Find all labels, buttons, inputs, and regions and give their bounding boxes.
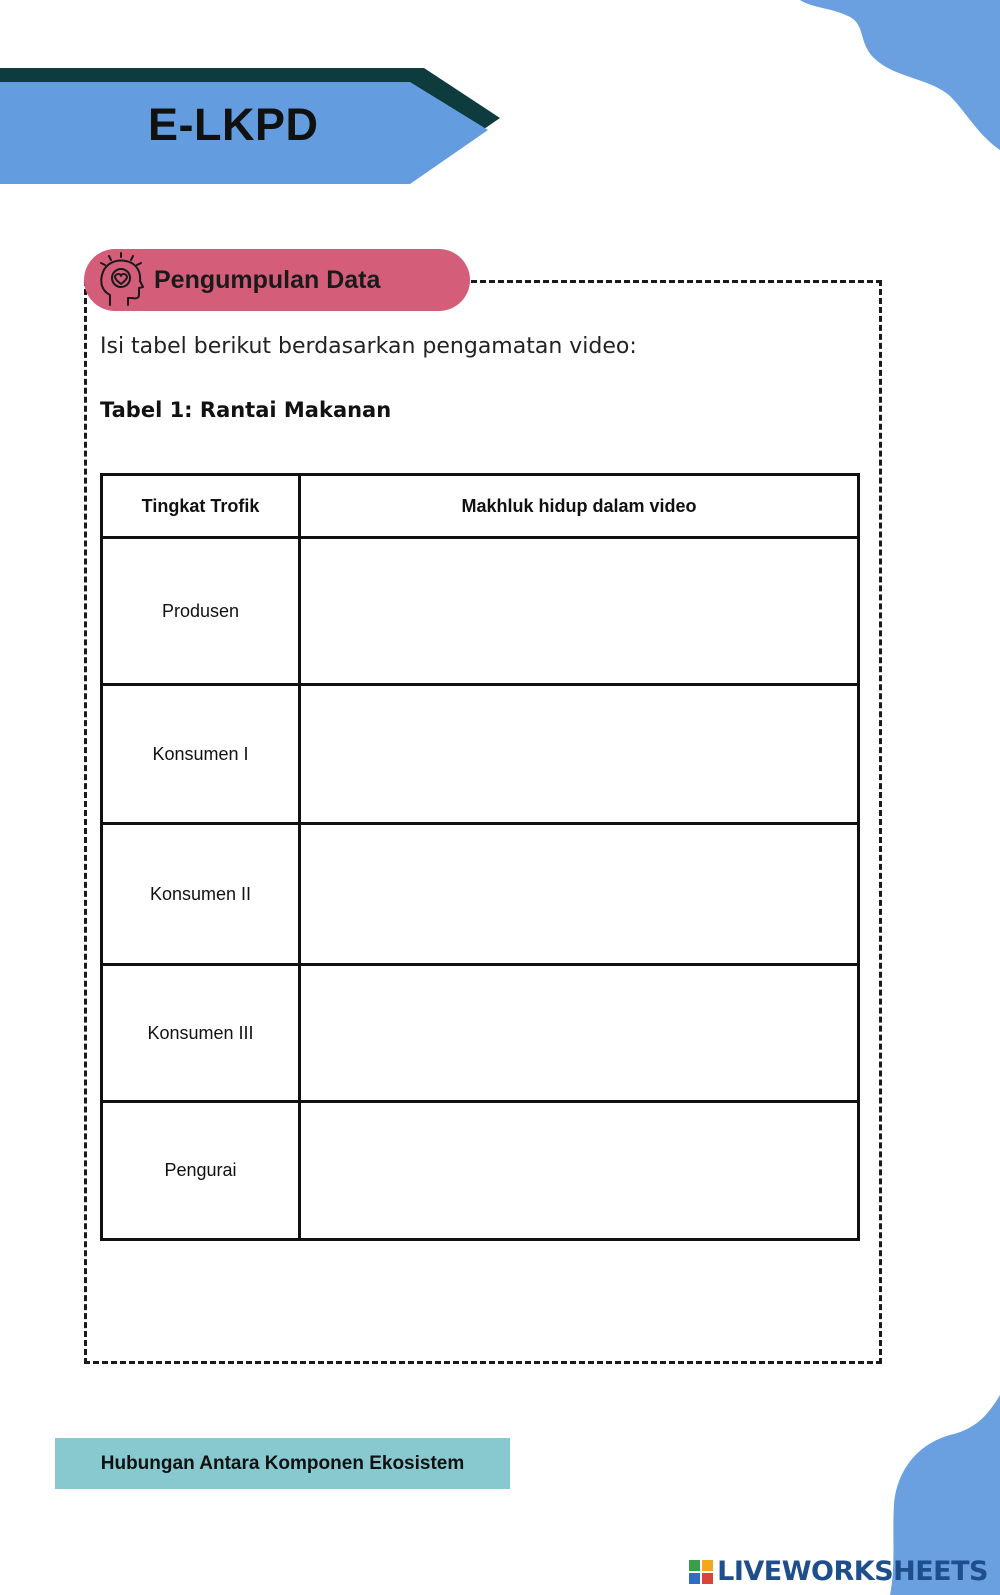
organism-answer-field[interactable] (300, 965, 859, 1102)
trophic-level-cell: Produsen (102, 538, 300, 685)
table-row (102, 538, 859, 685)
section-header-pill (84, 249, 470, 311)
header-organisms: Makhluk hidup dalam video (300, 475, 859, 538)
trophic-level-cell: Konsumen II (102, 824, 300, 965)
organism-answer-field[interactable] (300, 1102, 859, 1240)
trophic-level-cell: Konsumen III (102, 965, 300, 1102)
topic-footer-label: Hubungan Antara Komponen Ekosistem (55, 1438, 510, 1489)
organism-answer-field[interactable] (300, 824, 859, 965)
table-row (102, 1102, 859, 1240)
table-row (102, 965, 859, 1102)
organism-answer-field[interactable] (300, 538, 859, 685)
table-caption: Tabel 1: Rantai Makanan (100, 398, 392, 422)
idea-head-icon (96, 251, 146, 309)
trophic-level-cell: Pengurai (102, 1102, 300, 1240)
table-row (102, 824, 859, 965)
organism-answer-field[interactable] (300, 685, 859, 824)
page-title: E-LKPD (148, 99, 319, 150)
brand-name: LIVEWORKSHEETS (717, 1556, 988, 1587)
liveworksheets-brand (689, 1556, 988, 1587)
liveworksheets-logo-icon (689, 1560, 713, 1584)
section-title: Pengumpulan Data (154, 265, 381, 294)
header-trophic-level: Tingkat Trofik (102, 475, 300, 538)
table-header-row (102, 475, 859, 538)
food-chain-table (100, 473, 860, 1241)
trophic-level-cell: Konsumen I (102, 685, 300, 824)
instruction-text: Isi tabel berikut berdasarkan pengamatan video: (100, 334, 637, 359)
table-row (102, 685, 859, 824)
decorative-blob-top-right (790, 0, 1000, 150)
